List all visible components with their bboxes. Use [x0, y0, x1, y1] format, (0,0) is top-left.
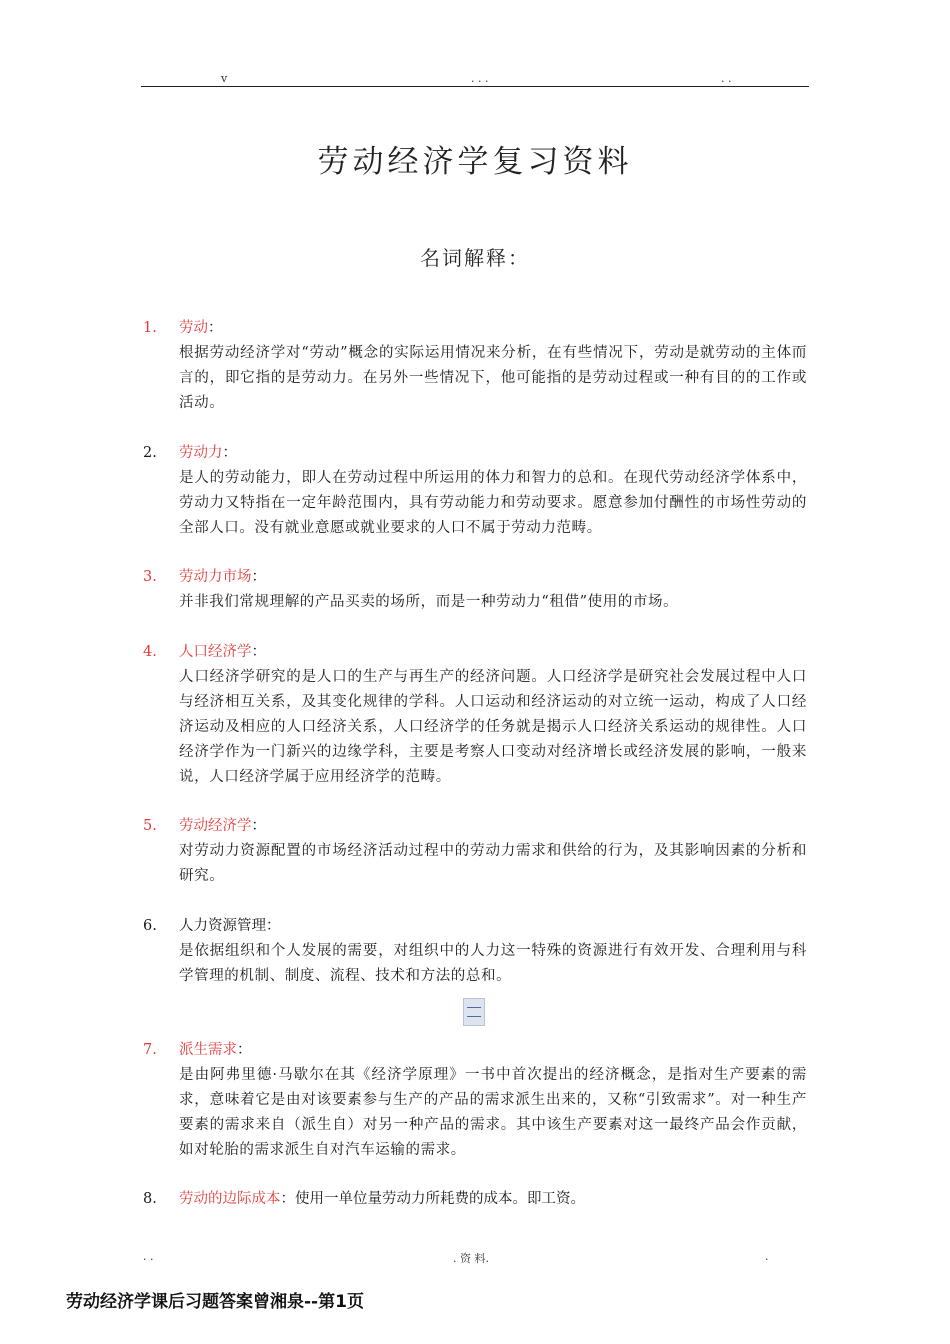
entry-definition: 并非我们常规理解的产品买卖的场所，而是一种劳动力“租借”使用的市场。: [179, 594, 679, 610]
entry-definition: 使用一单位量劳动力所耗费的成本。即工资。: [295, 1191, 585, 1207]
entry-number: 1.: [143, 320, 157, 336]
entry-definition: 是依据组织和个人发展的需要，对组织中的人力这一特殊的资源进行有效开发、合理利用与科学管理的机制、制度、流程、技术和方法的总和。: [179, 943, 807, 984]
entry-term: [179, 565, 266, 590]
term-colon: ：: [251, 569, 266, 585]
entry-term: [179, 316, 223, 341]
document-marker-icon: [463, 998, 485, 1026]
term-colon: ：: [208, 320, 223, 336]
entry-number: 5.: [143, 818, 157, 834]
term-text: 派生需求: [179, 1042, 237, 1058]
entry-number: 8.: [143, 1191, 157, 1207]
page-footer: [141, 1250, 809, 1266]
entry-definition: 是由阿弗里德·马歇尔在其《经济学原理》一书中首次提出的经济概念，是指对生产要素的需求，意味着它是由对该要素参与生产的产品的需求派生出来的，又称“引致需求”。对一种生产要素的需求来自（派生自）对另一种产品的需求。其中该生产要素对这一最终产品会作贡献，如对轮胎的需求派生自对汽车运输的需求。: [179, 1067, 807, 1158]
footer-middle-mark: . 资 料.: [453, 1252, 489, 1265]
term-colon: ：: [251, 644, 266, 660]
entry-definition: 是人的劳动能力，即人在劳动过程中所运用的体力和智力的总和。在现代劳动经济学体系中，劳动力又特指在一定年龄范围内，具有劳动能力和劳动要求。愿意参加付酬性的市场性劳动的全部人口。没有就业意愿或就业要求的人口不属于劳动力范畴。: [179, 470, 807, 536]
entry-number: 6.: [143, 918, 157, 934]
term-text: 劳动力市场: [179, 569, 252, 585]
header-left-mark: v: [221, 72, 228, 85]
term-colon: ：: [237, 1042, 252, 1058]
term-colon: ：: [222, 445, 237, 461]
term-text: 劳动: [179, 320, 208, 336]
term-text: 劳动力: [179, 445, 223, 461]
term-colon: ：: [251, 818, 266, 834]
entry-term: [179, 640, 266, 665]
entry-term: [179, 1187, 585, 1212]
entry-term: [179, 1038, 252, 1063]
section-heading: 名词解释：: [420, 246, 530, 270]
term-colon: ：: [280, 1191, 295, 1207]
entry-term: [179, 814, 266, 839]
term-text: 劳动的边际成本: [179, 1191, 281, 1207]
document-title: 劳动经济学复习资料: [317, 144, 633, 180]
footer-right-mark: .: [765, 1250, 769, 1263]
header-right-mark: . .: [721, 72, 732, 85]
entry-number: 4.: [143, 644, 157, 660]
entry-definition: 对劳动力资源配置的市场经济活动过程中的劳动力需求和供给的行为，及其影响因素的分析和研究。: [179, 843, 807, 884]
term-text: 人力资源管理: [179, 918, 266, 934]
page-caption: 劳动经济学课后习题答案曾湘泉--第1页: [66, 1292, 364, 1312]
header-middle-mark: . . .: [471, 72, 489, 85]
footer-left-mark: . .: [143, 1250, 154, 1263]
term-text: 劳动经济学: [179, 818, 252, 834]
term-colon: ：: [266, 918, 281, 934]
entry-term: [179, 914, 281, 939]
entry-number: 2.: [143, 445, 157, 461]
entry-number: 7.: [143, 1042, 157, 1058]
entry-definition: 人口经济学研究的是人口的生产与再生产的经济问题。人口经济学是研究社会发展过程中人口与经济相互关系，及其变化规律的学科。人口运动和经济运动的对立统一运动，构成了人口经济运动及相应的人口经济关系，人口经济学的任务就是揭示人口经济关系运动的规律性。人口经济学作为一门新兴的边缘学科，主要是考察人口变动对经济增长或经济发展的影响，一般来说，人口经济学属于应用经济学的范畴。: [179, 669, 807, 785]
entry-number: 3.: [143, 569, 157, 585]
entry-definition: 根据劳动经济学对“劳动”概念的实际运用情况来分析，在有些情况下，劳动是就劳动的主体而言的，即它指的是劳动力。在另外一些情况下，他可能指的是劳动过程或一种有目的的工作或活动。: [179, 345, 807, 411]
term-text: 人口经济学: [179, 644, 252, 660]
entry-term: [179, 441, 237, 466]
header-rule: [141, 86, 809, 87]
